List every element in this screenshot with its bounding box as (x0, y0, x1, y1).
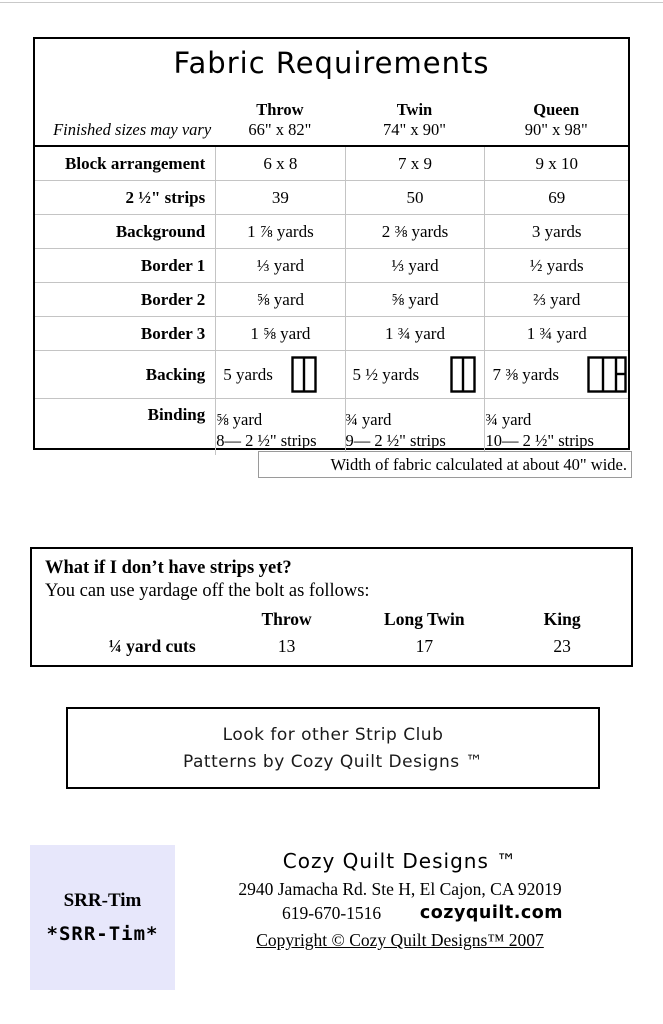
table-row-border-1 (35, 248, 628, 282)
strip-club-promo-box (66, 707, 600, 789)
promo-line-1: Look for other Strip Club (222, 724, 444, 745)
backing-yardage: 5 ½ yards (352, 364, 420, 384)
quarter-yard-cuts-label: ¼ yard cuts (108, 636, 196, 656)
row-label: Border 1 (140, 255, 206, 275)
cell-throw (215, 399, 344, 455)
cell-twin: 2 ⅜ yards (345, 215, 485, 248)
table-row-border-3 (35, 316, 628, 350)
row-label: Background (115, 221, 206, 241)
column-size: 74" x 90" (383, 120, 446, 140)
binding-strips: 9— 2 ½" strips (345, 431, 446, 450)
column-name: Twin (396, 100, 433, 120)
finished-sizes-note: Finished sizes may vary (53, 120, 212, 140)
website-url: cozyquilt.com (419, 903, 563, 923)
table-row-background (35, 214, 628, 248)
backing-piecing-icon (450, 356, 476, 393)
strips-col-throw: Throw (261, 609, 312, 629)
row-label: 2 ½" strips (125, 187, 206, 207)
phone-number: 619-670-1516 (282, 903, 382, 923)
cell-twin (345, 351, 485, 398)
cell-twin (345, 399, 485, 455)
cell-queen: 3 yards (484, 215, 628, 248)
cell-throw: 1 ⅝ yard (215, 317, 344, 350)
fabric-width-footnote: Width of fabric calculated at about 40" wide. (258, 451, 632, 478)
cell-twin: 1 ¾ yard (345, 317, 485, 350)
column-size: 66" x 82" (248, 120, 312, 140)
column-name: Queen (533, 100, 580, 120)
cell-throw (215, 351, 344, 398)
table-row-block-arrangement (35, 147, 628, 180)
strips-box-column-headers (32, 609, 631, 630)
cell-queen: 9 x 10 (484, 147, 628, 180)
cell-queen (484, 351, 628, 398)
cell-throw: ⅝ yard (215, 283, 344, 316)
cell-twin: ⅓ yard (345, 249, 485, 282)
cell-throw: 1 ⅞ yards (215, 215, 344, 248)
row-label: Binding (147, 405, 206, 424)
binding-yardage: ¾ yard (485, 409, 532, 429)
spacer (32, 609, 218, 630)
cell-queen: ⅔ yard (484, 283, 628, 316)
cell-queen (484, 399, 628, 455)
column-size: 90" x 98" (524, 120, 588, 140)
pattern-code-box (30, 845, 175, 990)
strips-box-subheading: You can use yardage off the bolt as follows: (45, 581, 370, 601)
cell-twin: 7 x 9 (345, 147, 485, 180)
table-row-strips (35, 180, 628, 214)
column-header-twin (345, 100, 485, 143)
pattern-code: SRR-Tim (63, 890, 142, 911)
cell-throw: 39 (215, 181, 344, 214)
cell-twin: ⅝ yard (345, 283, 485, 316)
company-info (185, 849, 615, 951)
cell-queen: 1 ¾ yard (484, 317, 628, 350)
backing-piecing-icon (587, 356, 627, 393)
binding-yardage: ⅝ yard (216, 409, 263, 429)
promo-line-2: Patterns by Cozy Quilt Designs ™ (183, 751, 483, 772)
pattern-code-starred: *SRR-Tim* (46, 923, 159, 945)
column-headers-row (35, 100, 628, 143)
cuts-king: 23 (553, 636, 571, 656)
backing-yardage: 5 yards (223, 364, 273, 384)
page-top-rule (0, 2, 663, 3)
column-header-queen (484, 100, 628, 143)
strips-col-king: King (543, 609, 581, 629)
company-name: Cozy Quilt Designs ™ (282, 849, 518, 873)
table-header (35, 39, 628, 147)
row-label: Block arrangement (65, 153, 206, 173)
cuts-throw: 13 (277, 636, 296, 656)
strips-col-long-twin: Long Twin (384, 609, 465, 629)
cell-throw: ⅓ yard (215, 249, 344, 282)
table-row-border-2 (35, 282, 628, 316)
strips-box-heading: What if I don’t have strips yet? (45, 558, 292, 578)
table-row-binding (35, 398, 628, 455)
no-strips-yet-box (30, 547, 633, 667)
backing-yardage: 7 ⅜ yards (492, 364, 560, 384)
fabric-requirements-table (33, 37, 630, 450)
cuts-long-twin: 17 (415, 636, 434, 656)
cell-twin: 50 (345, 181, 485, 214)
copyright-notice: Copyright © Cozy Quilt Designs™ 2007 (256, 930, 544, 950)
row-label: Border 3 (140, 323, 206, 343)
row-label: Border 2 (140, 289, 206, 309)
binding-yardage: ¾ yard (345, 409, 392, 429)
column-header-throw (215, 100, 344, 143)
cell-queen: ½ yards (484, 249, 628, 282)
strips-box-values-row (32, 636, 631, 657)
row-label: Backing (145, 364, 206, 384)
cell-throw: 6 x 8 (215, 147, 344, 180)
table-row-backing (35, 350, 628, 398)
binding-strips: 8— 2 ½" strips (216, 431, 317, 450)
phone-website-line (185, 903, 615, 928)
binding-strips: 10— 2 ½" strips (485, 431, 594, 450)
cell-queen: 69 (484, 181, 628, 214)
company-address: 2940 Jamacha Rd. Ste H, El Cajon, CA 92019 (238, 879, 562, 899)
column-name: Throw (256, 100, 304, 120)
table-title: Fabric Requirements (173, 46, 490, 80)
table-body (35, 147, 628, 455)
backing-piecing-icon (291, 356, 317, 393)
